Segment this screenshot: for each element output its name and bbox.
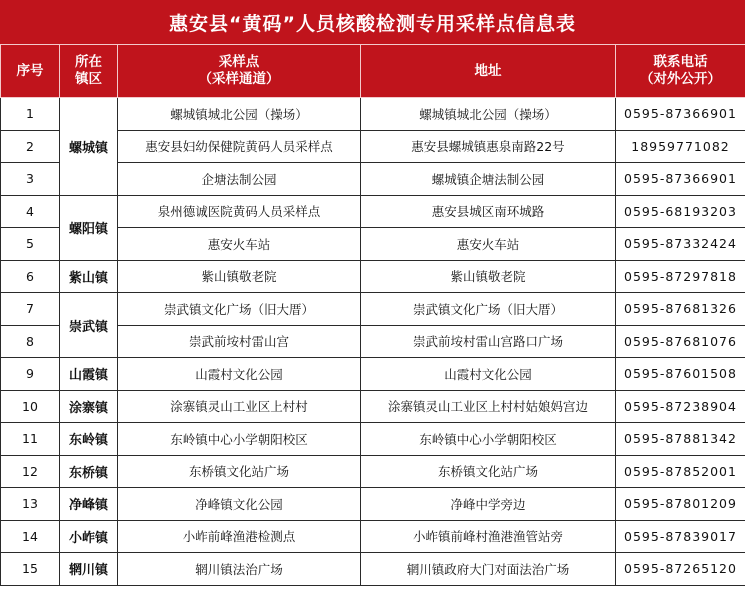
site-cell: 惠安县妇幼保健院黄码人员采样点 <box>118 130 361 163</box>
row-number: 7 <box>1 293 60 326</box>
address-cell: 惠安火车站 <box>361 228 616 261</box>
table-body <box>1 98 745 586</box>
town-cell: 山霞镇 <box>60 358 118 391</box>
phone-cell: 0595-87801209 <box>616 488 745 521</box>
town-cell: 紫山镇 <box>60 260 118 293</box>
table-row <box>1 390 745 423</box>
town-cell: 净峰镇 <box>60 488 118 521</box>
address-cell: 净峰中学旁边 <box>361 488 616 521</box>
town-cell: 涂寨镇 <box>60 390 118 423</box>
site-cell: 惠安火车站 <box>118 228 361 261</box>
phone-cell: 0595-87839017 <box>616 520 745 553</box>
table-row <box>1 488 745 521</box>
town-cell: 东岭镇 <box>60 423 118 456</box>
row-number: 5 <box>1 228 60 261</box>
table-title: 惠安县“黄码”人员核酸检测专用采样点信息表 <box>0 0 745 44</box>
phone-cell: 0595-87332424 <box>616 228 745 261</box>
phone-cell: 0595-87265120 <box>616 553 745 586</box>
header-town: 所在 镇区 <box>60 45 118 98</box>
town-cell: 崇武镇 <box>60 293 118 358</box>
table-row <box>1 358 745 391</box>
town-cell: 东桥镇 <box>60 455 118 488</box>
row-number: 10 <box>1 390 60 423</box>
address-cell: 山霞村文化公园 <box>361 358 616 391</box>
site-cell: 崇武前垵村雷山宫 <box>118 325 361 358</box>
address-cell: 紫山镇敬老院 <box>361 260 616 293</box>
phone-cell: 0595-87297818 <box>616 260 745 293</box>
header-site: 采样点 （采样通道） <box>118 45 361 98</box>
address-cell: 惠安县城区南环城路 <box>361 195 616 228</box>
address-cell: 辋川镇政府大门对面法治广场 <box>361 553 616 586</box>
phone-cell: 0595-87852001 <box>616 455 745 488</box>
row-number: 1 <box>1 98 60 131</box>
phone-cell: 18959771082 <box>616 130 745 163</box>
site-cell: 紫山镇敬老院 <box>118 260 361 293</box>
town-cell: 螺城镇 <box>60 98 118 196</box>
site-cell: 山霞村文化公园 <box>118 358 361 391</box>
site-cell: 企塘法制公园 <box>118 163 361 196</box>
row-number: 15 <box>1 553 60 586</box>
row-number: 14 <box>1 520 60 553</box>
address-cell: 惠安县螺城镇惠泉南路22号 <box>361 130 616 163</box>
row-number: 8 <box>1 325 60 358</box>
phone-cell: 0595-87681326 <box>616 293 745 326</box>
address-cell: 东桥镇文化站广场 <box>361 455 616 488</box>
table-row <box>1 520 745 553</box>
address-cell: 东岭镇中心小学朝阳校区 <box>361 423 616 456</box>
site-cell: 涂寨镇灵山工业区上村村 <box>118 390 361 423</box>
table-row <box>1 98 745 131</box>
site-cell: 螺城镇城北公园（操场） <box>118 98 361 131</box>
site-cell: 小岞前峰渔港检测点 <box>118 520 361 553</box>
town-cell: 小岞镇 <box>60 520 118 553</box>
phone-cell: 0595-87881342 <box>616 423 745 456</box>
row-number: 4 <box>1 195 60 228</box>
site-cell: 泉州德诚医院黄码人员采样点 <box>118 195 361 228</box>
sampling-site-table <box>0 44 745 586</box>
site-cell: 崇武镇文化广场（旧大厝） <box>118 293 361 326</box>
header-no: 序号 <box>1 45 60 98</box>
phone-cell: 0595-68193203 <box>616 195 745 228</box>
site-cell: 东桥镇文化站广场 <box>118 455 361 488</box>
address-cell: 螺城镇城北公园（操场） <box>361 98 616 131</box>
row-number: 2 <box>1 130 60 163</box>
site-cell: 净峰镇文化公园 <box>118 488 361 521</box>
table-row <box>1 195 745 228</box>
town-cell: 螺阳镇 <box>60 195 118 260</box>
row-number: 13 <box>1 488 60 521</box>
address-cell: 螺城镇企塘法制公园 <box>361 163 616 196</box>
phone-cell: 0595-87601508 <box>616 358 745 391</box>
table-row <box>1 455 745 488</box>
header-address: 地址 <box>361 45 616 98</box>
table-row <box>1 423 745 456</box>
row-number: 6 <box>1 260 60 293</box>
town-cell: 辋川镇 <box>60 553 118 586</box>
table-row <box>1 260 745 293</box>
site-cell: 辋川镇法治广场 <box>118 553 361 586</box>
table-row <box>1 293 745 326</box>
table-row <box>1 553 745 586</box>
row-number: 11 <box>1 423 60 456</box>
row-number: 3 <box>1 163 60 196</box>
phone-cell: 0595-87366901 <box>616 163 745 196</box>
header-phone: 联系电话 （对外公开） <box>616 45 745 98</box>
phone-cell: 0595-87681076 <box>616 325 745 358</box>
row-number: 12 <box>1 455 60 488</box>
address-cell: 崇武前垵村雷山宫路口广场 <box>361 325 616 358</box>
header-row <box>1 45 745 98</box>
row-number: 9 <box>1 358 60 391</box>
address-cell: 涂寨镇灵山工业区上村村姑娘妈宫边 <box>361 390 616 423</box>
phone-cell: 0595-87238904 <box>616 390 745 423</box>
address-cell: 崇武镇文化广场（旧大厝） <box>361 293 616 326</box>
site-cell: 东岭镇中心小学朝阳校区 <box>118 423 361 456</box>
phone-cell: 0595-87366901 <box>616 98 745 131</box>
address-cell: 小岞镇前峰村渔港渔管站旁 <box>361 520 616 553</box>
